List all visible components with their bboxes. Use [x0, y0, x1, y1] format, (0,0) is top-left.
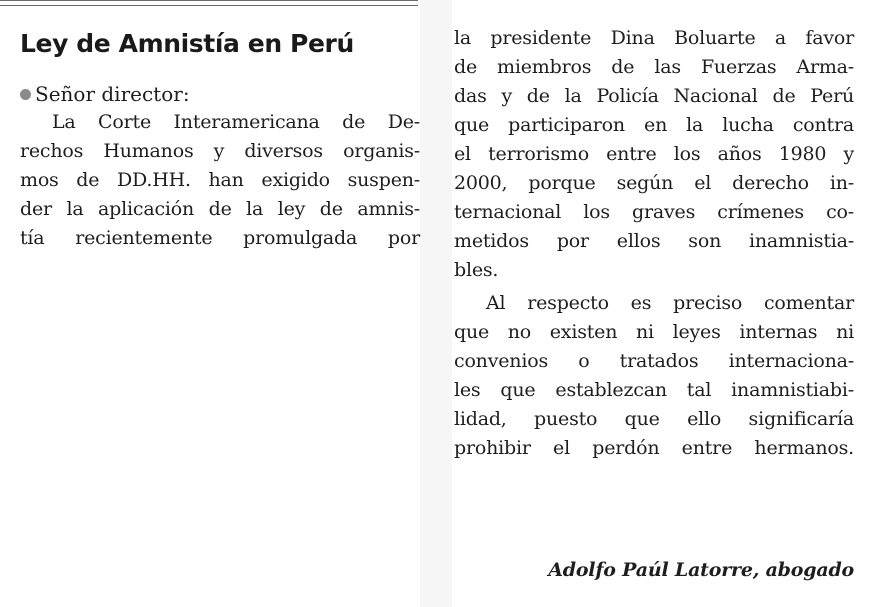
- text-line: les que establezcan tal inamnistiabi-: [454, 379, 854, 401]
- left-column: [20, 24, 420, 253]
- letter-paragraph-2: [454, 289, 854, 463]
- bullet-icon: [20, 89, 31, 100]
- text-line: der la aplicación de la ley de amnis-: [20, 198, 420, 220]
- section-top-rule: [0, 0, 418, 6]
- text-line: la presidente Dina Boluarte a favor: [454, 27, 854, 49]
- text-line: ternacional los graves crímenes co-: [454, 201, 854, 223]
- text-line: que no existen ni leyes internas ni: [454, 321, 854, 343]
- text-line: convenios o tratados internaciona-: [454, 350, 854, 372]
- text-line: prohibir el perdón entre hermanos.: [454, 437, 854, 459]
- text-line: metidos por ellos son inamnistia-: [454, 230, 854, 252]
- letter-paragraph-1-continued: [454, 24, 854, 285]
- column-gutter: [420, 0, 452, 607]
- text-line: de miembros de las Fuerzas Arma-: [454, 56, 854, 78]
- letter-signature: Adolfo Paúl Latorre, abogado: [548, 559, 854, 581]
- text-line: mos de DD.HH. han exigido suspen-: [20, 169, 420, 191]
- text-line: que participaron en la lucha contra: [454, 114, 854, 136]
- text-line: La Corte Interamericana de De-: [52, 111, 420, 133]
- text-line: das y de la Policía Nacional de Perú: [454, 85, 854, 107]
- letter-paragraph-1-start: [20, 108, 420, 253]
- salutation-line: [20, 80, 420, 108]
- text-line: Al respecto es preciso comentar: [486, 292, 854, 314]
- text-line: bles.: [454, 259, 499, 281]
- letter-headline: Ley de Amnistía en Perú: [20, 29, 354, 58]
- text-line: tía recientemente promulgada por: [20, 227, 420, 249]
- text-line: el terrorismo entre los años 1980 y: [454, 143, 854, 165]
- text-line: 2000, porque según el derecho in-: [454, 172, 854, 194]
- text-line: rechos Humanos y diversos organis-: [20, 140, 420, 162]
- salutation-text: Señor director:: [35, 82, 190, 106]
- text-line: lidad, puesto que ello significaría: [454, 408, 854, 430]
- right-column: [454, 24, 854, 463]
